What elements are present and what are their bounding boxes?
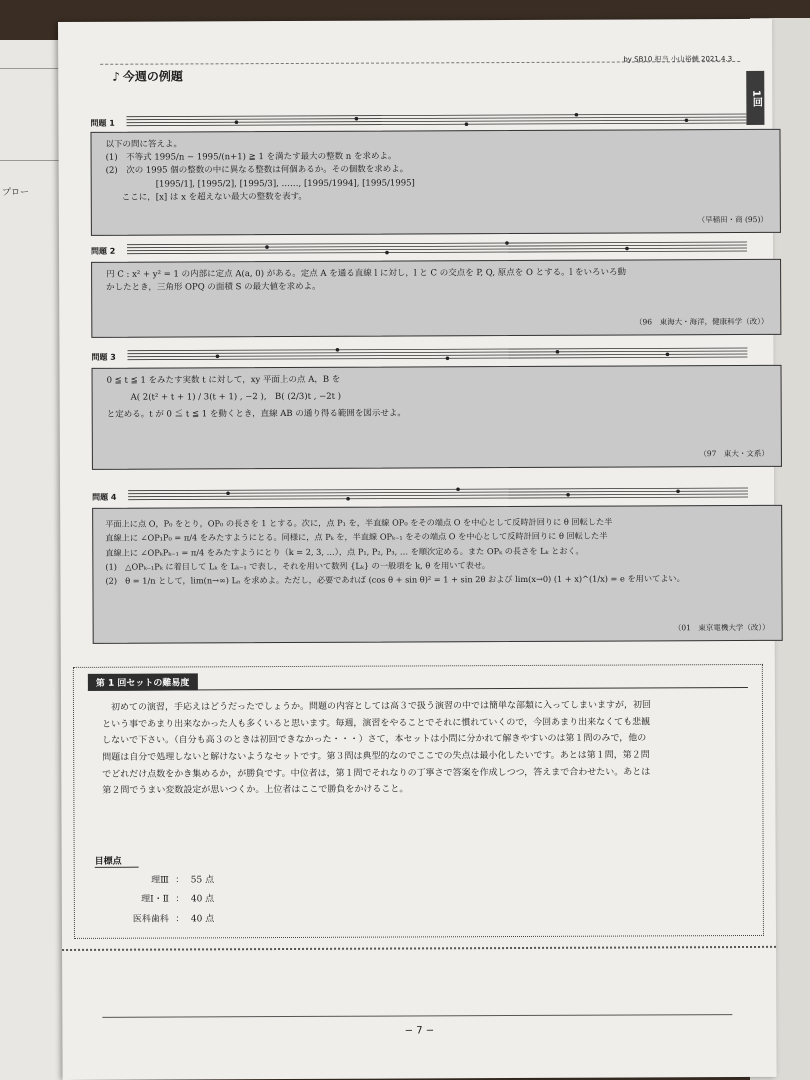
staff-decoration bbox=[126, 111, 746, 130]
problem-box bbox=[92, 505, 783, 644]
problem-source: （早稲田・商 (95)） bbox=[697, 215, 768, 225]
problem-text: 0 ≦ t ≦ 1 をみたす実数 t に対して，xy 平面上の点 A，B を bbox=[106, 374, 341, 386]
problem-text: 円 C : x² + y² = 1 の内部に定点 A(a, 0) がある。定点 A を通る直線 l に対し，l と C の交点を P, Q, 原点を O とする。l をいろいろ動 bbox=[106, 267, 627, 280]
paragraph-line: しないで下さい。（自分も高３のときは初回できなかった・・・）さて，本セットは小問に分かれて解きやすいのは第１問のみで，他の bbox=[102, 733, 647, 747]
problem-box bbox=[92, 365, 782, 470]
difficulty-title: 第 1 回セットの難易度 bbox=[88, 673, 198, 690]
problem-label: 問題 2 bbox=[90, 246, 116, 256]
target-score: 55 点 bbox=[190, 875, 215, 886]
problem-text: かしたとき，三角形 OPQ の面積 S の最大値を求めよ。 bbox=[106, 282, 321, 293]
staff-decoration bbox=[128, 485, 748, 504]
problem-4 bbox=[92, 489, 783, 644]
problem-label: 問題 4 bbox=[92, 492, 117, 502]
target-name: 理Ⅰ・Ⅱ bbox=[141, 894, 169, 905]
problem-source: （97 東大・文系） bbox=[699, 449, 769, 459]
staff-decoration bbox=[127, 345, 747, 364]
staff-decoration bbox=[127, 239, 747, 258]
paragraph-line: 問題は自分で処理しないと解けないようなセットです。第３問は典型的なのでここでの失点は最小化したいです。あとは第１問，第２問 bbox=[102, 750, 650, 763]
difficulty-paragraph bbox=[102, 697, 742, 800]
problem-box bbox=[90, 129, 780, 236]
problem-text: (1) △OPₖ₋₁Pₖ に着目して Lₖ を Lₖ₋₁ で表し，それを用いて数列 {Lₖ} の一般項を k, θ を用いて表せ。 bbox=[105, 560, 490, 572]
problem-source: （01 東京電機大学（改）） bbox=[673, 622, 770, 633]
target-score: 40 点 bbox=[190, 894, 215, 905]
problem-text: 以下の問に答えよ。 bbox=[105, 139, 183, 150]
paragraph-line: という事であまり出来なかった人も多くいると思います。毎週，演習をやることでそれに慣れていくので，今回あまり出来なくても悲観 bbox=[102, 717, 651, 730]
problem-3 bbox=[91, 349, 782, 472]
target-separator: ： bbox=[175, 894, 185, 905]
left-page-snippet: プロー bbox=[2, 188, 30, 198]
page-number: − 7 − bbox=[404, 1025, 435, 1037]
problem-text: A( 2(t² + t + 1) / 3(t + 1) , −2 ), B( (2/3)t , −2t ) bbox=[130, 391, 342, 403]
target-name: 理Ⅲ bbox=[151, 875, 169, 886]
side-tab: 1回 bbox=[746, 71, 764, 125]
paragraph-line: でどれだけ点数をかき集めるか，が勝負です。中位者は，第１問でそれなりの丁寧さで答案を作成しつつ，答えまで合わせたい。あとは bbox=[102, 766, 651, 780]
problem-text: [1995/1], [1995/2], [1995/3], ……, [1995/1994], [1995/1995] bbox=[155, 177, 415, 190]
section-bottom-rule bbox=[62, 946, 776, 951]
problem-source: （96 東海大・海洋，健康科学（改）） bbox=[634, 317, 769, 327]
problem-box bbox=[91, 259, 781, 338]
target-row bbox=[103, 891, 214, 911]
target-name: 医科歯科 bbox=[132, 914, 169, 925]
target-list bbox=[103, 871, 215, 930]
problem-label: 問題 1 bbox=[90, 118, 115, 128]
target-separator: ： bbox=[175, 914, 185, 925]
section-title bbox=[112, 67, 183, 84]
footer-rule bbox=[102, 1014, 732, 1018]
problem-2 bbox=[91, 243, 781, 338]
problem-text: 平面上に点 O，P₀ をとり，OP₀ の長さを 1 とする。次に，点 P₁ を，半直線 OP₀ をその端点 O を中心として反時計回りに θ 回転した半 bbox=[105, 516, 613, 529]
paragraph-line: 第２問でうまい変数設定が思いつくか。上位者はここで勝負をかけること。 bbox=[102, 784, 409, 797]
target-heading-rule bbox=[95, 867, 139, 868]
problem-text: 直線上に ∠OPₖPₖ₋₁ = π/4 をみたすようにとり（k = 2, 3, …），点 P₁, P₂, P₃, … を順次定める。また OPₖ の長さを Lₖ とおく。 bbox=[105, 545, 584, 558]
music-note-icon: ♪ bbox=[112, 69, 120, 84]
header-meta: by SB10 担当 小山裕輔 2021.4.3 bbox=[623, 55, 733, 64]
problem-text: ここに，[x] は x を超えない最大の整数を表す。 bbox=[121, 191, 307, 203]
target-separator: ： bbox=[175, 875, 185, 886]
target-heading: 目標点 bbox=[94, 856, 122, 867]
section-title-text: 今週の例題 bbox=[122, 69, 183, 84]
problem-text: (1) 不等式 1995/n − 1995/(n+1) ≧ 1 を満たす最大の整数 n を求めよ。 bbox=[105, 151, 397, 163]
problem-label: 問題 3 bbox=[91, 352, 116, 362]
difficulty-section bbox=[73, 664, 764, 939]
target-row bbox=[103, 910, 214, 930]
problem-text: 直線上に ∠OP₁P₀ = π/4 をみたすようにとる。同様に，点 Pₖ を，半直線 OPₖ₋₁ をその端点 O を中心として反時計回りに θ 回転した半 bbox=[105, 530, 608, 544]
problem-text: (2) θ = 1/n として，lim(n→∞) Lₙ を求めよ。ただし，必要であれば (cos θ + sin θ)² = 1 + sin 2θ および lim(x→0) (1 + x)^(1/x) = e を用いてよい。 bbox=[105, 573, 685, 587]
problem-text: (2) 次の 1995 個の整数の中に異なる整数は何個あるか。その個数を求めよ。 bbox=[105, 164, 409, 177]
document-page bbox=[58, 19, 777, 1080]
problem-text: と定める。t が 0 ≦ t ≦ 1 を動くとき，直線 AB の通り得る範囲を図示せよ。 bbox=[106, 408, 406, 421]
target-row bbox=[103, 871, 214, 891]
paragraph-line: 初めての演習，手応えはどうだったでしょうか。問題の内容としては高３で扱う演習の中では簡単な部類に入ってしまいますが，初回 bbox=[110, 700, 652, 713]
target-score: 40 点 bbox=[190, 914, 215, 925]
problem-1 bbox=[90, 115, 781, 236]
